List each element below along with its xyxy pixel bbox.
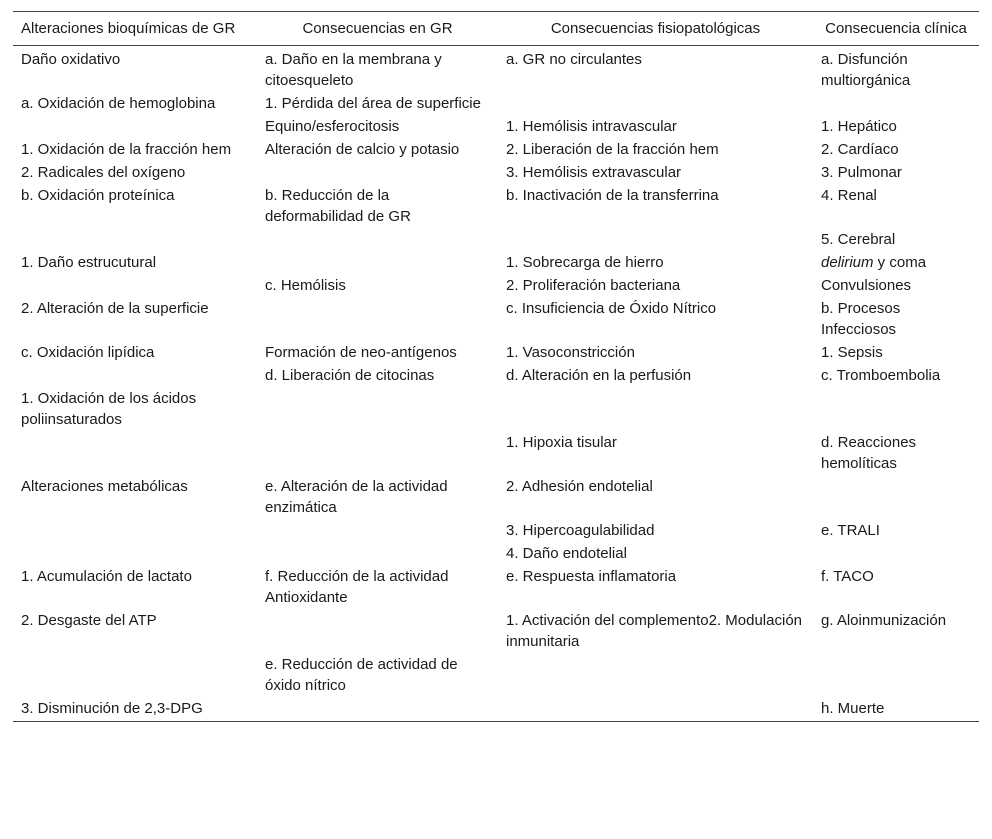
table-cell: 1. Daño estrucutural: [21, 254, 157, 271]
table-row: [13, 542, 979, 565]
header-rbc-consequences: Consecuencias en GR: [302, 20, 453, 37]
table-cell: c. Hemólisis: [265, 277, 346, 294]
table-body: [13, 46, 979, 722]
table-cell: [257, 251, 498, 274]
table-cell: 1. Hepático: [821, 118, 897, 135]
table-cell: d. Reacciones hemolíticas: [821, 434, 917, 472]
table-cell: [257, 697, 498, 722]
table-cell: [13, 653, 257, 697]
table-cell: e. Respuesta inflamatoria: [506, 568, 677, 585]
table-cell: [813, 387, 979, 431]
delirium-rest: y coma: [873, 254, 927, 271]
table-cell: 4. Renal: [821, 187, 877, 204]
table-cell: b. Inactivación de la transferrina: [506, 187, 719, 204]
table-cell: [257, 609, 498, 653]
table-cell: [13, 519, 257, 542]
table-cell: 1. Sobrecarga de hierro: [506, 254, 664, 271]
table-cell: [813, 542, 979, 565]
table-cell: [257, 297, 498, 341]
table-row: [13, 184, 979, 228]
table-cell: e. TRALI: [821, 522, 880, 539]
table-cell: [13, 431, 257, 475]
table-cell: 1. Oxidación de los ácidos poliinsaturados: [21, 390, 197, 428]
table-cell: e. Reducción de actividad de óxido nítrico: [265, 656, 458, 694]
table-cell: [498, 653, 813, 697]
table-cell: [13, 228, 257, 251]
table-cell: 1. Vasoconstricción: [506, 344, 635, 361]
table-row: [13, 341, 979, 364]
table-row: [13, 364, 979, 387]
table-cell: c. Oxidación lipídica: [21, 344, 155, 361]
table-row: [13, 92, 979, 115]
table-cell: 5. Cerebral: [821, 231, 896, 248]
table-cell: a. Daño en la membrana y citoesqueleto: [265, 51, 442, 89]
table-row: [13, 653, 979, 697]
table-cell: Convulsiones: [821, 277, 912, 294]
header-biochemical-alterations: Alteraciones bioquímicas de GR: [21, 20, 236, 37]
table-cell: 3. Disminución de 2,3-DPG: [21, 700, 203, 717]
table-cell: [13, 542, 257, 565]
table-cell: e. Alteración de la actividad enzimática: [265, 478, 448, 516]
table-cell: [257, 542, 498, 565]
table-cell: 1. Oxidación de la fracción hem: [21, 141, 232, 158]
table-cell: g. Aloinmunización: [821, 612, 947, 629]
table-cell: 2. Radicales del oxígeno: [21, 164, 186, 181]
table-cell: [498, 228, 813, 251]
table-cell: Equino/esferocitosis: [265, 118, 400, 135]
table-row: [13, 519, 979, 542]
table-row: [13, 46, 979, 93]
table-cell: [257, 228, 498, 251]
table-cell: [257, 519, 498, 542]
table-cell: a. Disfunción multiorgánica: [821, 51, 911, 89]
table-cell: 1. Sepsis: [821, 344, 883, 361]
table-row: [13, 115, 979, 138]
table-cell: Alteraciones metabólicas: [21, 478, 188, 495]
table-row: [13, 475, 979, 519]
header-row: [13, 12, 979, 46]
header-clinical-consequence: Consecuencia clínica: [825, 20, 967, 37]
table-cell: [257, 431, 498, 475]
table-cell: [257, 161, 498, 184]
table-cell: 1. Hipoxia tisular: [506, 434, 617, 451]
table-cell: a. GR no circulantes: [506, 51, 642, 68]
table-row: [13, 297, 979, 341]
table-cell: 4. Daño endotelial: [506, 545, 627, 562]
table-cell: [813, 475, 979, 519]
table-row: [13, 138, 979, 161]
table-cell: Alteración de calcio y potasio: [265, 141, 460, 158]
table-row: [13, 274, 979, 297]
table-cell: 2. Liberación de la fracción hem: [506, 141, 719, 158]
table-cell: a. Oxidación de hemoglobina: [21, 95, 216, 112]
table-cell: 2. Alteración de la superficie: [21, 300, 209, 317]
table-row: [13, 565, 979, 609]
table-row: [13, 431, 979, 475]
table-cell: d. Alteración en la perfusión: [506, 367, 692, 384]
table-cell: 2. Adhesión endotelial: [506, 478, 653, 495]
table-cell: b. Reducción de la deformabilidad de GR: [265, 187, 411, 225]
table-row: [13, 609, 979, 653]
table-cell: h. Muerte: [821, 700, 885, 717]
table-cell: [813, 92, 979, 115]
table-cell: [813, 653, 979, 697]
table-cell: f. TACO: [821, 568, 874, 585]
table-cell: b. Procesos Infecciosos: [821, 300, 901, 338]
table-row: [13, 251, 979, 274]
table-cell: 3. Pulmonar: [821, 164, 902, 181]
table-cell: 1. Hemólisis intravascular: [506, 118, 677, 135]
table-cell: f. Reducción de la actividad Antioxidante: [265, 568, 449, 606]
table-cell: [13, 274, 257, 297]
table-cell: 2. Desgaste del ATP: [21, 612, 157, 629]
table-cell: [498, 697, 813, 722]
table-cell: 1. Activación del complemento2. Modulación inmunitaria: [506, 612, 803, 650]
table-cell: [13, 115, 257, 138]
table-cell: 1. Acumulación de lactato: [21, 568, 192, 585]
table-cell: 1. Pérdida del área de superficie: [265, 95, 481, 112]
delirium-italic: delirium: [821, 254, 874, 271]
table-cell: 3. Hemólisis extravascular: [506, 164, 682, 181]
table-cell: c. Insuficiencia de Óxido Nítrico: [506, 300, 717, 317]
table-row: [13, 697, 979, 722]
table-header: [13, 12, 979, 46]
table-cell: [498, 92, 813, 115]
table-row: [13, 387, 979, 431]
table-cell: d. Liberación de citocinas: [265, 367, 435, 384]
table-cell: Formación de neo-antígenos: [265, 344, 457, 361]
table-row: [13, 228, 979, 251]
table-cell: Daño oxidativo: [21, 51, 121, 68]
table-cell: 2. Cardíaco: [821, 141, 899, 158]
table-cell: [498, 387, 813, 431]
header-pathophysiological-consequences: Consecuencias fisiopatológicas: [550, 20, 761, 37]
table-cell: [257, 387, 498, 431]
clinical-consequences-table: [13, 11, 979, 722]
table-cell: c. Tromboembolia: [821, 367, 941, 384]
table-cell: b. Oxidación proteínica: [21, 187, 175, 204]
table-cell: [13, 364, 257, 387]
table-cell: 2. Proliferación bacteriana: [506, 277, 681, 294]
table-row: [13, 161, 979, 184]
table-cell: 3. Hipercoagulabilidad: [506, 522, 655, 539]
delirium-cell: [813, 251, 979, 274]
